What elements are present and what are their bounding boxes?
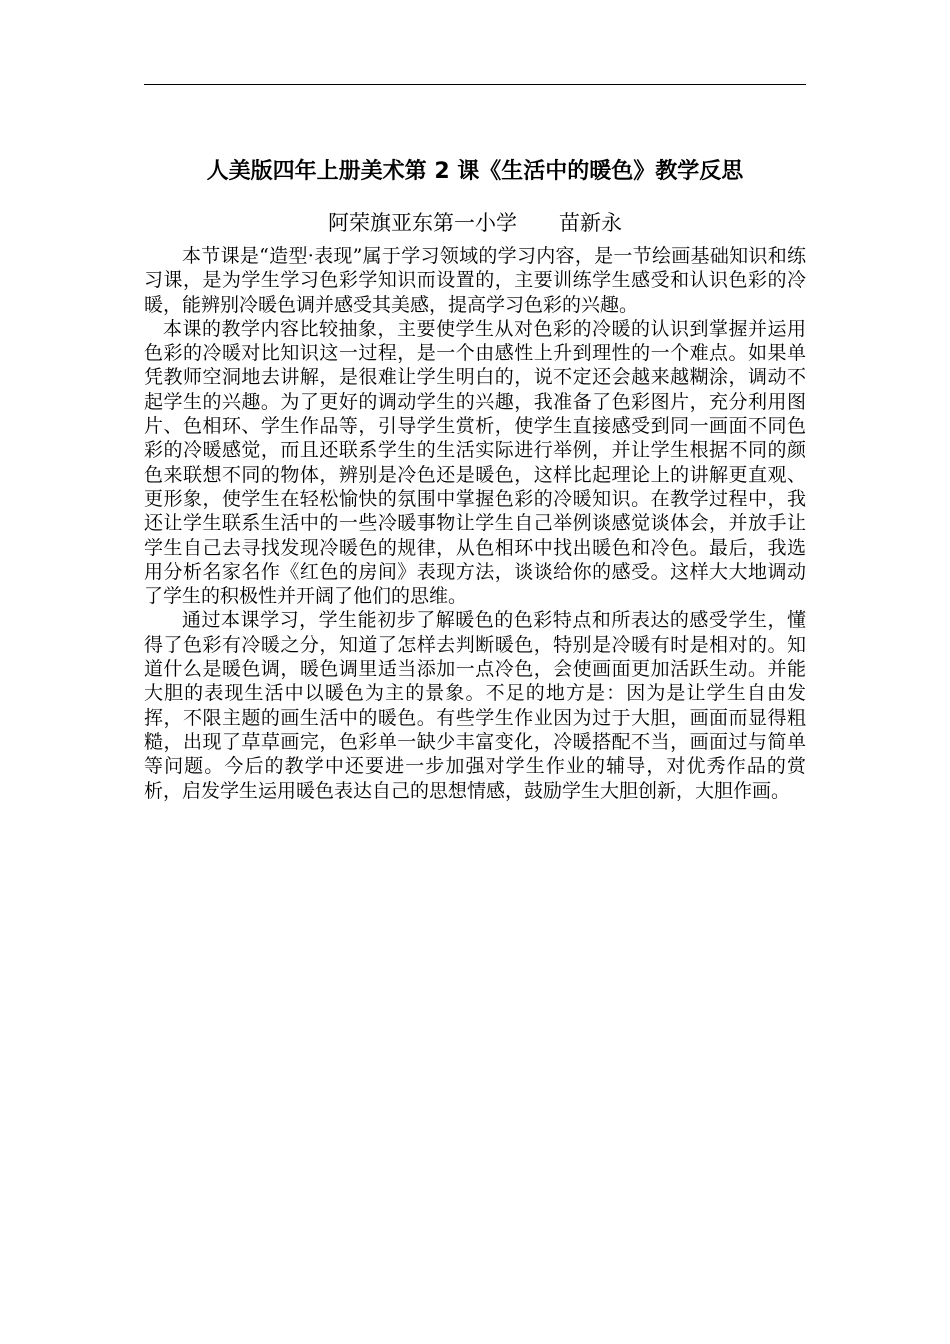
author-name: 苗新永 [559,211,622,235]
author-school: 阿荣旗亚东第一小学 [328,211,517,235]
header-rule [144,84,806,85]
document-body [144,244,806,803]
body-paragraph: 通过本课学习，学生能初步了解暖色的色彩特点和所表达的感受学生，懂得了色彩有冷暖之分，知道了怎样去判断暖色，特别是冷暖有时是相对的。知道什么是暖色调，暖色调里适当添加一点冷色，会使画面更加活跃生动。并能大胆的表现生活中以暖色为主的景象。不足的地方是：因为是让学生自由发挥，不限主题的画生活中的暖色。有些学生作业因为过于大胆，画面而显得粗糙，出现了草草画完，色彩单一缺少丰富变化，冷暖搭配不当，画面过与简单等问题。今后的教学中还要进一步加强对学生作业的辅导，对优秀作品的赏析，启发学生运用暖色表达自己的思想情感，鼓励学生大胆创新，大胆作画。 [144,609,806,802]
body-paragraph: 本节课是“造型·表现”属于学习领域的学习内容，是一节绘画基础知识和练习课，是为学生学习色彩学知识而设置的，主要训练学生感受和认识色彩的冷暖，能辨别冷暖色调并感受其美感，提高学习色彩的兴趣。 [144,245,806,316]
author-line [144,207,806,239]
body-paragraph: 本课的教学内容比较抽象，主要使学生从对色彩的冷暖的认识到掌握并运用色彩的冷暖对比知识这一过程，是一个由感性上升到理性的一个难点。如果单凭教师空洞地去讲解，是很难让学生明白的，说不定还会越来越糊涂，调动不起学生的兴趣。为了更好的调动学生的兴趣，我准备了色彩图片，充分利用图片、色相环、学生作品等，引导学生赏析，使学生直接感受到同一画面不同色彩的冷暖感觉，而且还联系学生的生活实际进行举例，并让学生根据不同的颜色来联想不同的物体，辨别是冷色还是暖色，这样比起理论上的讲解更直观、更形象，使学生在轻松愉快的氛围中掌握色彩的冷暖知识。在教学过程中，我还让学生联系生活中的一些冷暖事物让学生自己举例谈感觉谈体会，并放手让学生自己去寻找发现冷暖色的规律，从色相环中找出暖色和冷色。最后，我选用分析名家名作《红色的房间》表现方法，谈谈给你的感受。这样大大地调动了学生的积极性并开阔了他们的思维。 [144,317,806,608]
document-title: 人美版四年上册美术第 2 课《生活中的暖色》教学反思 [206,159,744,184]
